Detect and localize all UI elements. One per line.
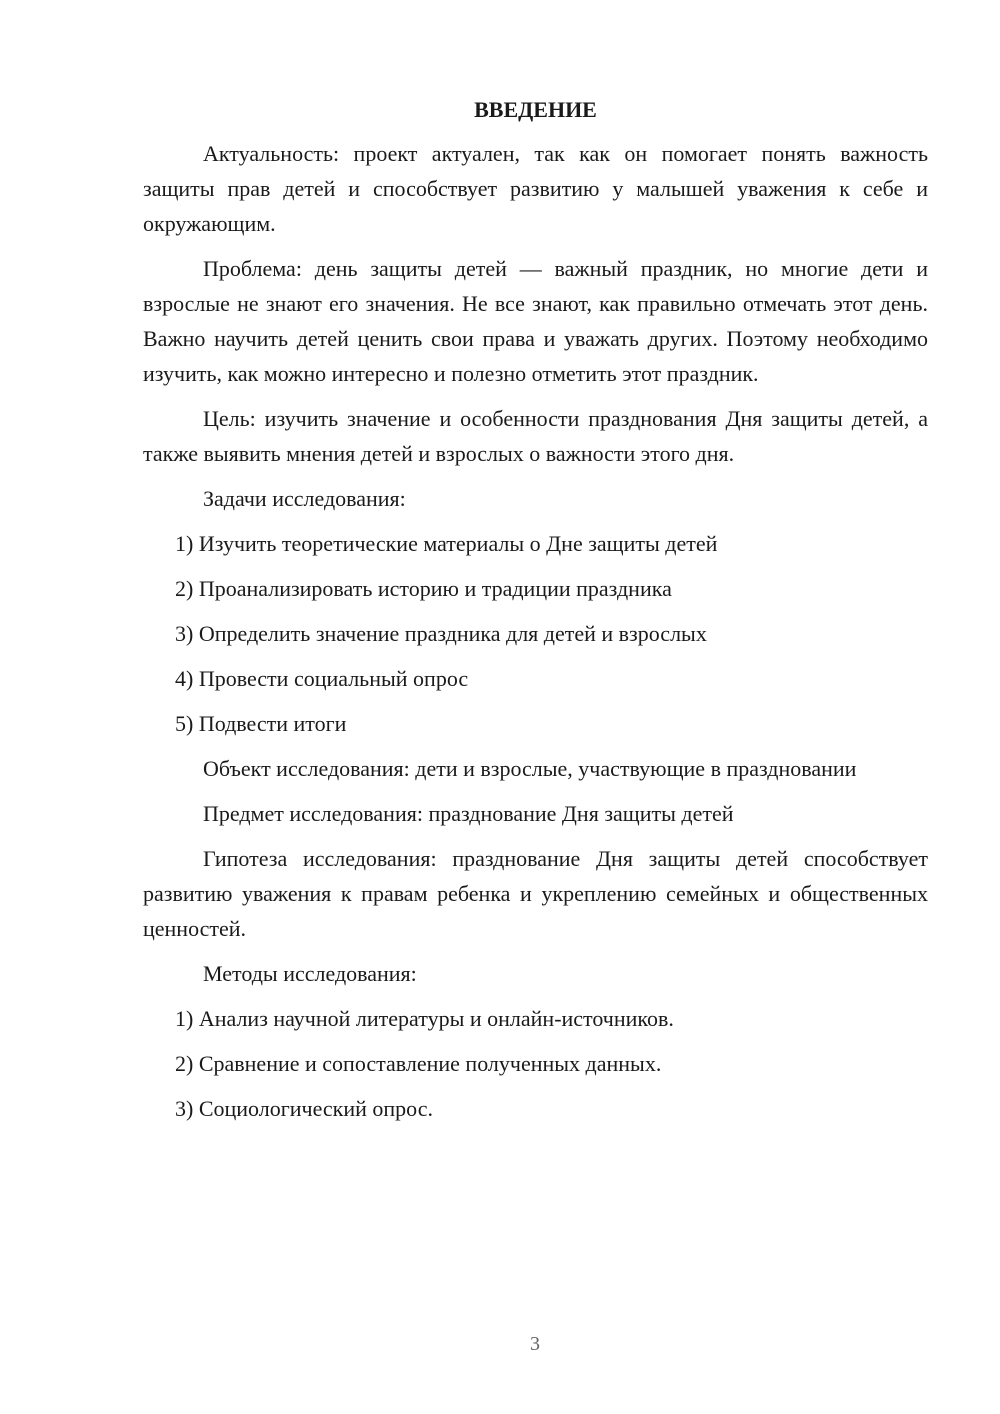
- page-number: 3: [530, 1333, 540, 1355]
- method-item: 2) Сравнение и сопоставление полученных данных.: [175, 1051, 662, 1076]
- tasks-title: Задачи исследования:: [203, 486, 406, 511]
- object-paragraph: Объект исследования: дети и взрослые, участвующие в праздновании: [203, 756, 857, 781]
- task-item: 2) Проанализировать историю и традиции праздника: [175, 576, 672, 601]
- document-page: [143, 92, 928, 1136]
- method-item: 1) Анализ научной литературы и онлайн-источников.: [175, 1006, 674, 1031]
- subject-paragraph: Предмет исследования: празднование Дня защиты детей: [203, 801, 734, 826]
- task-item: 1) Изучить теоретические материалы о Дне защиты детей: [175, 531, 718, 556]
- hypothesis-paragraph: Гипотеза исследования: празднование Дня защиты детей способствует развитию уважения к правам ребенка и укреплению семейных и общественных ценностей.: [143, 846, 928, 941]
- task-item: 3) Определить значение праздника для детей и взрослых: [175, 621, 707, 646]
- problem-paragraph: Проблема: день защиты детей — важный праздник, но многие дети и взрослые не знают его значения. Не все знают, как правильно отмечать этот день. Важно научить детей ценить свои права и уважать других. Поэтому необходимо изучить, как можно интересно и полезно отметить этот праздник.: [143, 256, 928, 386]
- task-item: 4) Провести социальный опрос: [175, 666, 469, 691]
- goal-paragraph: Цель: изучить значение и особенности празднования Дня защиты детей, а также выявить мнения детей и взрослых о важности этого дня.: [143, 406, 928, 466]
- relevance-paragraph: Актуальность: проект актуален, так как он помогает понять важность защиты прав детей и способствует развитию у малышей уважения к себе и окружающим.: [143, 141, 928, 236]
- section-heading: ВВЕДЕНИЕ: [474, 97, 597, 122]
- method-item: 3) Социологический опрос.: [175, 1096, 433, 1121]
- task-item: 5) Подвести итоги: [175, 711, 347, 736]
- methods-title: Методы исследования:: [203, 961, 417, 986]
